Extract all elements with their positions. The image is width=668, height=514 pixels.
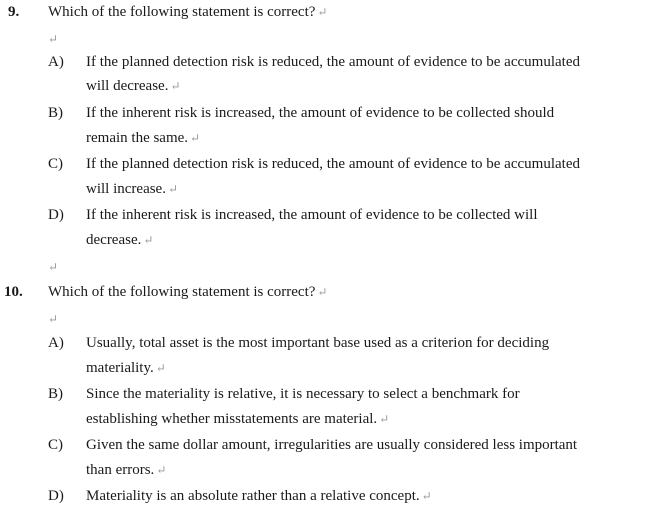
paragraph-mark-icon: ↵ [170,79,181,93]
option-text-line: Usually, total asset is the most important base used as a criterion for deciding [86,335,550,351]
question-number: 10. [4,284,23,300]
option-letter: B) [48,105,63,121]
option-text-line: If the planned detection risk is reduced, the amount of evidence to be accumulated [86,54,580,70]
option-text-line: If the inherent risk is increased, the amount of evidence to be collected will [86,207,538,223]
paragraph-mark-icon: ↵ [48,312,59,326]
question-number: 9. [8,4,20,20]
option-text-line: materiality. ↵ [86,360,166,376]
option-text-line: establishing whether misstatements are material. ↵ [86,411,390,427]
option-text-line: decrease. ↵ [86,232,154,248]
paragraph-mark-icon: ↵ [317,5,328,19]
option-text-line: remain the same. ↵ [86,130,201,146]
option-text-line: will decrease. ↵ [86,78,181,94]
paragraph-mark-icon: ↵ [421,489,432,503]
option-letter: C) [48,156,63,172]
option-text-line: Materiality is an absolute rather than a relative concept. ↵ [86,488,432,504]
option-letter: D) [48,207,64,223]
option-text-line: If the planned detection risk is reduced, the amount of evidence to be accumulated [86,156,580,172]
paragraph-mark-icon: ↵ [48,32,59,46]
paragraph-mark-icon: ↵ [379,412,390,426]
option-letter: B) [48,386,63,402]
option-text-line: Given the same dollar amount, irregularities are usually considered less important [86,437,578,453]
paragraph-mark-icon: ↵ [48,260,59,274]
option-text-line: will increase. ↵ [86,181,179,197]
paragraph-mark-icon: ↵ [155,361,166,375]
paragraph-mark-icon: ↵ [167,182,179,196]
paragraph-mark-icon: ↵ [143,233,154,247]
option-letter: A) [48,54,64,70]
question-stem: Which of the following statement is correct? ↵ [48,284,328,300]
option-letter: D) [48,488,64,504]
option-text-line: If the inherent risk is increased, the amount of evidence to be collected should [86,105,555,121]
option-letter: A) [48,335,64,351]
paragraph-mark-icon: ↵ [190,131,201,145]
option-text-line: Since the materiality is relative, it is necessary to select a benchmark for [86,386,520,402]
paragraph-mark-icon: ↵ [317,285,328,299]
question-stem: Which of the following statement is correct? ↵ [48,4,328,20]
option-text-line: than errors. ↵ [86,462,167,478]
option-letter: C) [48,437,63,453]
paragraph-mark-icon: ↵ [156,463,167,477]
